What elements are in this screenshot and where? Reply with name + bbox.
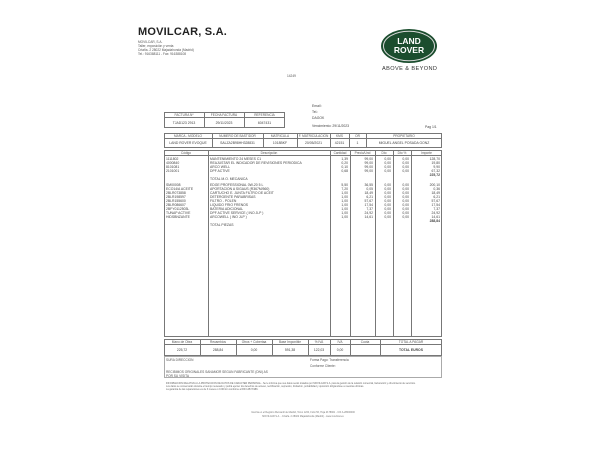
section-total-1: 288,84 [429,219,440,223]
row-amount: 7,37 [433,207,440,211]
company-line-4: Tel.: 916388111 - Fax: 916388108 [138,52,187,56]
vehicle-value-4: 42151 [334,141,345,145]
totals-value-3: 591,38 [284,348,296,352]
row-description: ARCO WELL [210,165,230,169]
row-discount: 0,00 [384,187,391,191]
row-quantity: 0,68 [341,169,348,173]
invoice-date-header: FECHA FACTURA [210,112,238,117]
vehicle-header-0: MARCA - MODELO [174,133,202,138]
row-code: 2BLR198597 [166,195,186,199]
company-line-3: Crtaña. 2 28022 Majadahonda (Madrid) [138,48,194,52]
customer-agreement: Conforme Cliente: [310,364,336,368]
totals-header-5: IVA [337,339,343,344]
vehicle-value-0: LAND ROVER EVOQUE [169,141,207,145]
row-quantity: 1,00 [341,203,348,207]
page-number: Pag 1/1 [425,125,437,129]
vehicle-value-1: SALZA2B98HH328831 [220,141,255,145]
row-discount-pct: 0,00 [402,195,409,199]
row-discount: 0,00 [384,183,391,187]
row-discount: 0,00 [384,157,391,161]
customer-tel-label: Tel.: [312,110,319,114]
row-description: FILTRO - POLEN [210,199,237,203]
row-discount: 0,00 [384,165,391,169]
legal-text-2: Los datos se conservarán durante el tiempo necesario y podrá ejercer los derechos de acceso, rectificación, supresión, limitación, portabilidad y oposición dirigiéndose a nuestras oficinas. [166,385,365,388]
row-description: DPF ACTIVE [210,169,230,173]
invoice-number-header: FACTURA Nº [174,112,194,117]
row-discount-pct: 0,00 [402,165,409,169]
vehicle-header-2: MATRICULA [270,133,290,138]
row-unit-price: 0,05 [366,187,373,191]
company-line-1: MOVILCAR, S.A. [138,40,163,44]
row-amount: 57,67 [431,199,440,203]
invoice-number-value: TJAD123 2913 [172,120,196,125]
vehicle-header-5: OR [355,133,360,138]
row-quantity: 5,50 [341,183,348,187]
row-unit-price: 99,00 [364,157,373,161]
row-code: 2BLR155600 [166,199,186,203]
row-discount-pct: 0,00 [402,161,409,165]
row-amount: 17,54 [431,203,440,207]
row-code: HIDSBNZANTE [166,215,190,219]
row-amount: 128,70 [429,157,440,161]
row-discount: 0,00 [384,211,391,215]
row-code: SM00008 [166,183,181,187]
row-quantity: 1,00 [341,191,348,195]
row-quantity: 0,20 [341,161,348,165]
row-code: 4000840 [166,161,180,165]
row-unit-price: 24,92 [364,211,373,215]
totals-header-6: Cuota [360,339,370,344]
row-discount-pct: 0,00 [402,157,409,161]
due-date: Vencimiento: 29/11/2023 [312,124,350,128]
vehicle-header-6: PROPIETARIO [393,133,415,138]
row-unit-price: 18,49 [364,191,373,195]
row-unit-price: 36,55 [364,183,373,187]
row-unit-price: 99,00 [364,169,373,173]
row-unit-price: 57,67 [364,199,373,203]
row-discount: 0,00 [384,195,391,199]
row-amount: 14,61 [431,215,440,219]
row-description: DETERGENTE PARABRISAS [210,195,256,199]
row-description: MANTENIMIENTO 24 MESES C1 [210,157,262,161]
row-discount: 0,00 [384,207,391,211]
customer-city: DAGOK [312,116,325,120]
totals-header-1: Recambios [210,339,226,344]
row-discount-pct: 0,00 [402,203,409,207]
row-discount-pct: 0,00 [402,169,409,173]
vehicle-value-2: 1018BKF [272,141,288,145]
land-rover-logo [380,28,438,64]
row-discount-pct: 0,00 [402,191,409,195]
reference-header: REFERENCIA [254,112,275,117]
row-description: BATERIA ADICIONAL [210,207,244,211]
row-unit-price: 99,00 [364,161,373,165]
legal-text-1: INFORMACION RELATIVA A LA PROTECCION DE DATOS DE CARACTER PERSONAL - Se le informa que sus datos serán tratados por MOVILCAR S.A. para la gestión de la relación comercial, facturación y ofrecimiento de servicios. [166,382,416,385]
row-discount-pct: 0,00 [402,187,409,191]
vehicle-value-3: 20/05/2021 [305,141,322,145]
legal-text-3: La garantía de las reparaciones es de 3 meses o 2.000 km conforme al RD 1457/1986. [166,388,259,391]
row-code: 2101001 [166,169,180,173]
table-header-2: Cantidad [333,150,347,155]
row-description: CARTUCHO E. JUNTA FILTRO DE ACEIT [210,191,274,195]
brand-tagline: ABOVE & BEYOND [382,66,438,72]
section-total-label-1: TOTAL PIEZAS [210,223,234,227]
legal-text [166,382,442,391]
row-code: TUNAP ACTIVE [166,211,191,215]
row-discount-pct: 0,00 [402,199,409,203]
table-header-3: Precio/Und [354,150,371,155]
row-amount: 24,92 [431,211,440,215]
row-discount: 0,00 [384,203,391,207]
row-amount: 67,32 [431,169,440,173]
row-description: EDGE PROFESSIONAL 0W-20 5 L [210,183,264,187]
row-discount: 0,00 [384,169,391,173]
customer-email-label: Email : [312,104,323,108]
table-header-6: Importe [421,150,432,155]
section-total-label-0: TOTAL M.O. MECANICA [210,177,248,181]
row-code: 2BFY0112503L [166,207,190,211]
totals-value-7: TOTAL EUROS [399,348,423,352]
row-description: LIQUIDO FRIO FRENOS [210,203,249,207]
row-quantity: 7,20 [341,187,348,191]
table-header-0: Código [180,150,192,155]
totals-header-7: TOTAL A PAGAR [398,339,424,344]
totals-value-1: 288,84 [212,348,224,352]
company-name: MOVILCAR, S.A. [138,26,227,38]
vehicle-header-1: NUMERO DE BASTIDOR [219,133,256,138]
signature-box [164,356,442,378]
row-amount: 9,90 [433,165,440,169]
totals-value-5: 0,00 [336,348,344,352]
vehicle-header-3: F. MATRICULACION [298,133,329,138]
logo-text-rover: ROVER [393,45,425,55]
vehicle-header-4: KMS [336,133,343,138]
received-note: RECIBIMOS ORIGINALES SANAMOR SEGUN FABRICANTE (DNI) AS [166,370,268,374]
row-unit-price: 14,61 [364,215,373,219]
row-amount: 200,10 [429,183,440,187]
row-quantity: 1,00 [341,199,348,203]
signature-label: SURA DIRECCION [166,358,194,362]
row-code: 2BLR073858 [166,191,186,195]
row-quantity: 1,39 [341,157,348,161]
totals-header-0: Mano de Obra [171,339,193,344]
thanks-note: POR SU VISITA [166,374,189,378]
table-header-1: Descripción [260,150,278,155]
logo-text-land: LAND [397,36,421,46]
totals-value-4: 122,03 [313,348,325,352]
row-quantity: 0,10 [341,165,348,169]
payment-method: Forma Pago: Transferencia [310,358,349,362]
totals-header-2: Otros + Cobertaa [241,339,267,344]
row-discount: 0,00 [384,161,391,165]
totals-value-2: 0,00 [250,348,258,352]
row-quantity: 1,00 [341,215,348,219]
table-header-5: Dto % [397,150,407,155]
table-header-4: Dto [381,150,387,155]
row-amount: 6,21 [433,195,440,199]
row-unit-price: 6,21 [366,195,373,199]
row-description: APORTACION A SIGAUS (R367M/560) [210,187,270,191]
invoice-date-value: 29/11/2023 [215,120,233,125]
row-description: ARCOWELL ( INO JLP ) [210,215,247,219]
totals-header-3: Base Imponible [279,339,301,344]
row-description: DPF ACTIVE SERVICE ( INO JLP ) [210,211,264,215]
row-unit-price: 99,00 [364,165,373,169]
document-number: 14249 [287,74,296,78]
row-code: ECO14/A ACEITE [166,187,194,191]
vehicle-value-6: MIGUEL ANGEL POSADA GONZ [378,141,430,145]
row-code: 8101081 [166,165,180,169]
row-amount: 18,49 [431,191,440,195]
reference-value: 6047431 [257,120,272,125]
footer-line-2: MOVILCAR S.A. - Crtaña. 2 28022 Majadahonda (Madrid) - www.movilcar.es [262,415,344,418]
row-quantity: 1,00 [341,207,348,211]
row-discount-pct: 0,00 [402,211,409,215]
row-amount: 19,80 [431,161,440,165]
totals-value-0: 225,72 [176,348,188,352]
footer-line-1: Inscrita en el Registro Mercantil de Madrid, Tomo 1234, Folio 56, Hoja M-78901 - CIF A-28000000 [251,411,355,414]
row-description: REAJUSTAR EL INDICADOR DE REVISIONES PERIODICA [210,161,302,165]
row-discount: 0,00 [384,215,391,219]
row-discount: 0,00 [384,191,391,195]
section-total-0: 225,72 [429,173,440,177]
row-quantity: 1,00 [341,195,348,199]
company-line-2: Taller, exposición y venta [138,44,174,48]
row-unit-price: 17,54 [364,203,373,207]
row-code: 1111802 [166,157,179,161]
row-amount: 0,36 [433,187,440,191]
row-discount-pct: 0,00 [402,183,409,187]
row-code: 2BLR086607 [166,203,186,207]
row-discount-pct: 0,00 [402,215,409,219]
row-quantity: 1,00 [341,211,348,215]
totals-header-4: % IVA [314,339,324,344]
row-discount-pct: 0,00 [402,207,409,211]
row-unit-price: 7,37 [366,207,373,211]
row-discount: 0,00 [384,199,391,203]
vehicle-value-5: 1 [356,141,359,145]
